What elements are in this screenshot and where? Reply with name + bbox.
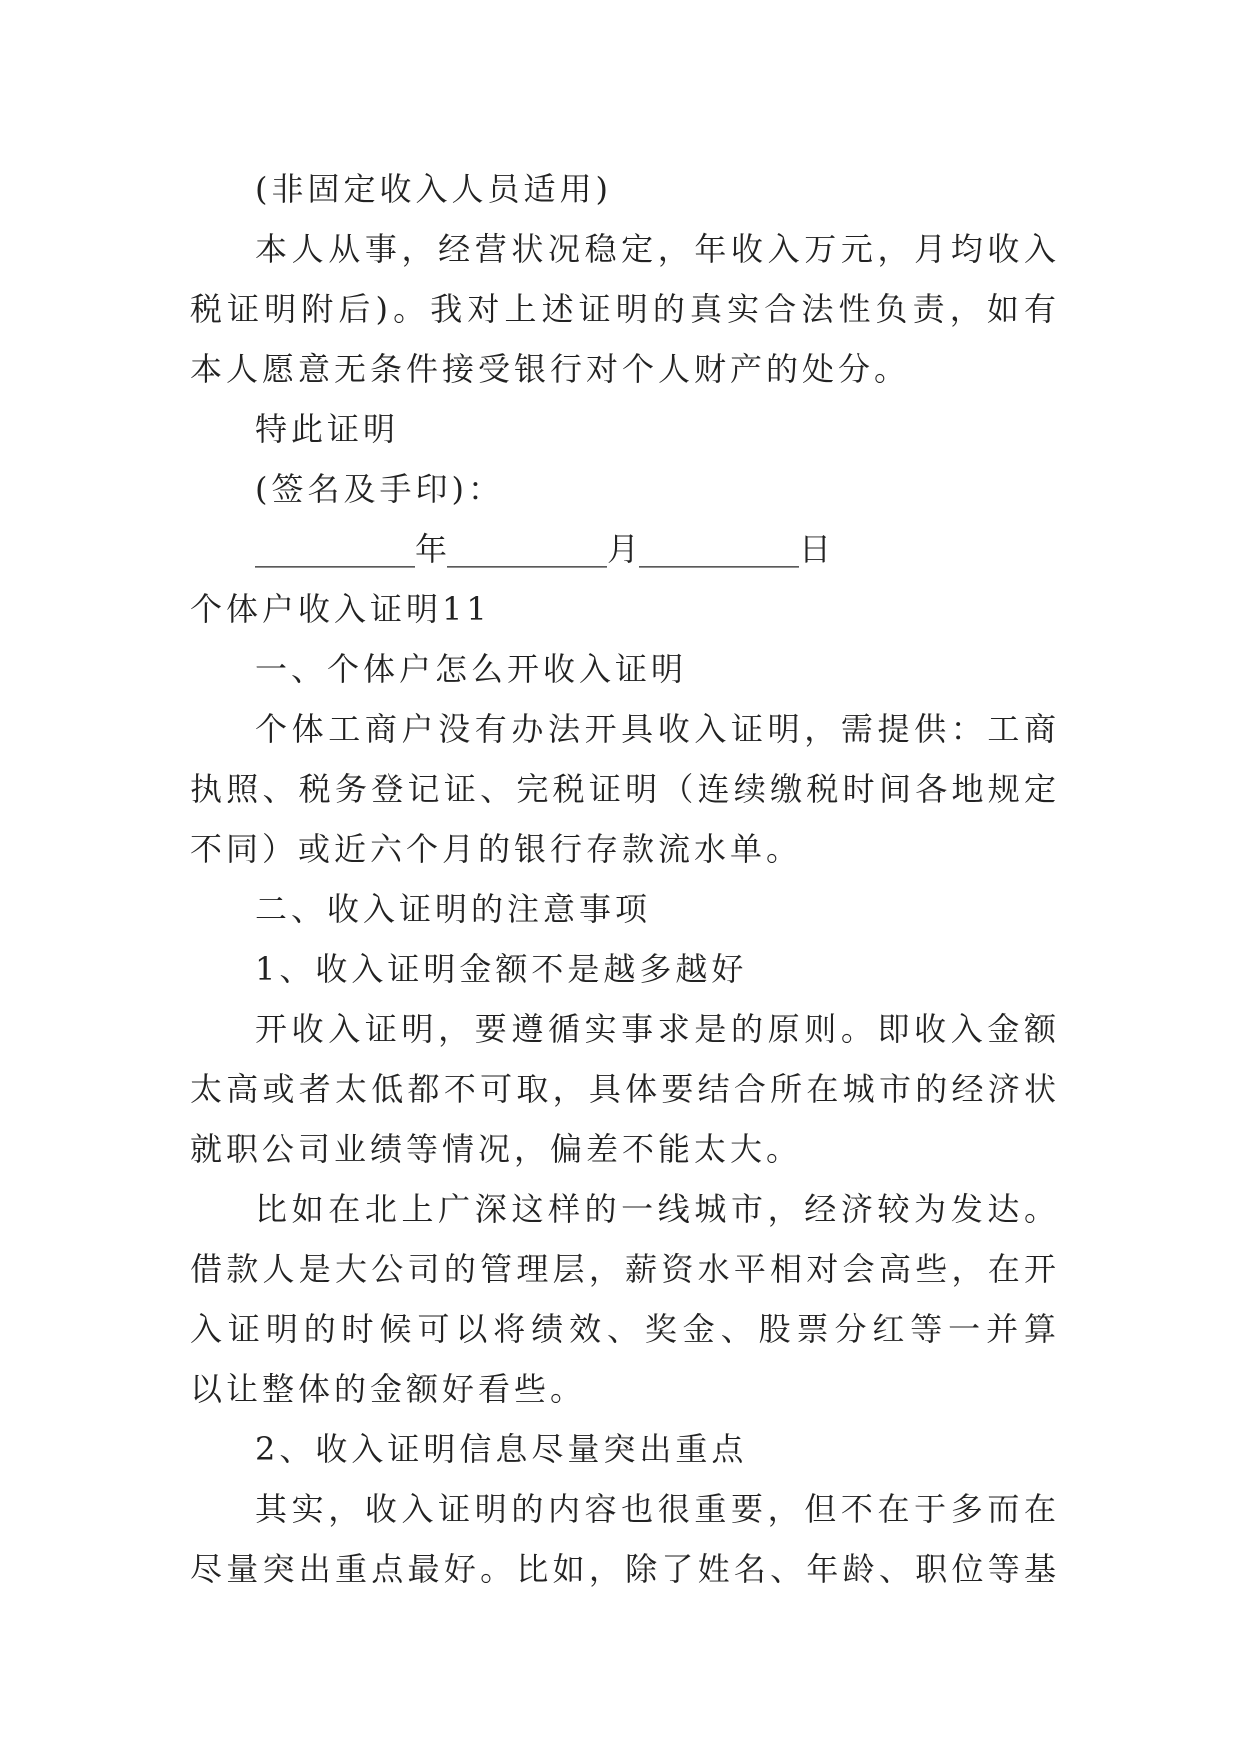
- para-3-line-3: 入证明的时候可以将绩效、奖金、股票分红等一并算: [190, 1310, 1060, 1348]
- date-line: __________年__________月__________日: [255, 530, 832, 568]
- para-2-line-3: 就职公司业绩等情况，偏差不能太大。: [190, 1130, 803, 1168]
- signature-line: (签名及手印)：: [255, 470, 504, 508]
- para-1-line-2: 执照、税务登记证、完税证明（连续缴税时间各地规定: [190, 770, 1060, 808]
- para-3-line-4: 以让整体的金额好看些。: [190, 1370, 587, 1408]
- para-1-line-1: 个体工商户没有办法开具收入证明，需提供：工商: [255, 710, 1060, 748]
- section-title: 个体户收入证明11: [190, 590, 491, 628]
- statement-line-3: 本人愿意无条件接受银行对个人财产的处分。: [190, 350, 911, 388]
- para-3-line-2: 借款人是大公司的管理层，薪资水平相对会高些，在开: [190, 1250, 1060, 1288]
- para-2-line-1: 开收入证明，要遵循实事求是的原则。即收入金额: [255, 1010, 1060, 1048]
- para-2-line-2: 太高或者太低都不可取，具体要结合所在城市的经济状: [190, 1070, 1060, 1108]
- para-3-line-1: 比如在北上广深这样的一线城市，经济较为发达。: [255, 1190, 1060, 1228]
- para-1-line-3: 不同）或近六个月的银行存款流水单。: [190, 830, 803, 868]
- heading-1: 一、个体户怎么开收入证明: [255, 650, 688, 688]
- note-line: (非固定收入人员适用): [255, 170, 612, 208]
- statement-line-2: 税证明附后)。我对上述证明的真实合法性负责，如有: [190, 290, 1060, 328]
- sub-heading-1: 1、收入证明金额不是越多越好: [255, 950, 748, 988]
- sub-heading-2: 2、收入证明信息尽量突出重点: [255, 1430, 748, 1468]
- statement-line-1: 本人从事，经营状况稳定，年收入万元，月均收入: [255, 230, 1060, 268]
- document-body: [190, 159, 1060, 1599]
- para-4-line-1: 其实，收入证明的内容也很重要，但不在于多而在: [255, 1490, 1060, 1528]
- para-4-line-2: 尽量突出重点最好。比如，除了姓名、年龄、职位等基: [190, 1550, 1060, 1588]
- heading-2: 二、收入证明的注意事项: [255, 890, 652, 928]
- special-prove-line: 特此证明: [255, 410, 400, 448]
